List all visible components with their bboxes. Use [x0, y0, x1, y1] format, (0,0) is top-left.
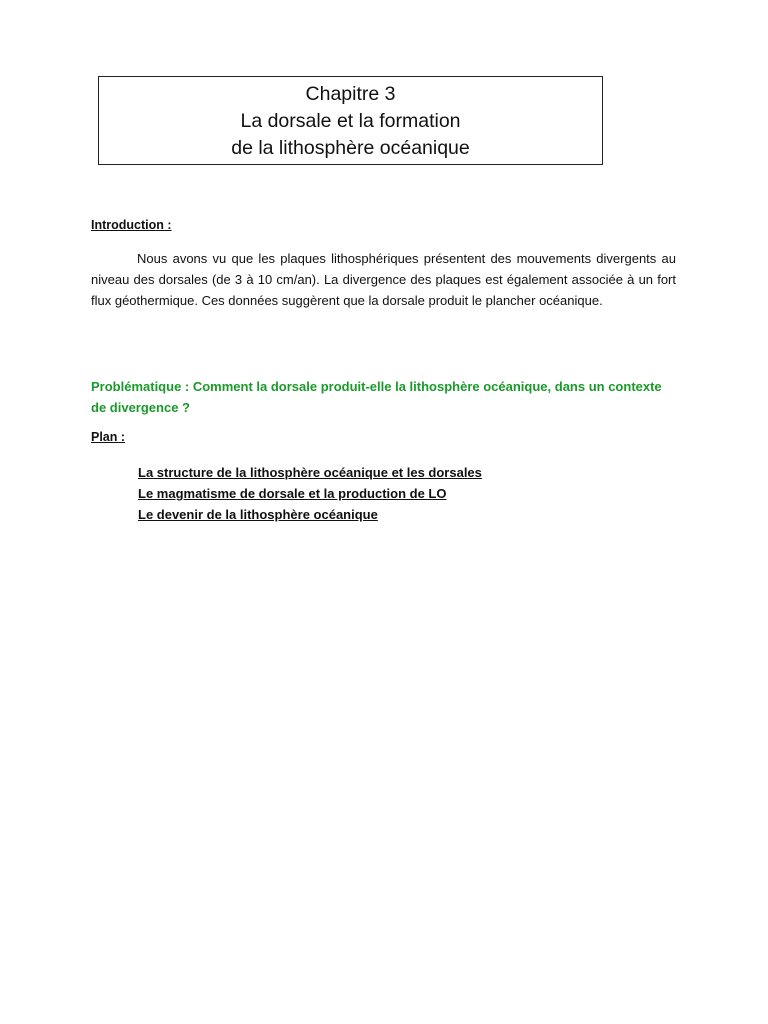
- chapter-title-line-1: La dorsale et la formation: [240, 110, 461, 132]
- chapter-number: Chapitre 3: [305, 83, 396, 105]
- plan-list: [138, 462, 482, 525]
- chapter-title-line-2: de la lithosphère océanique: [231, 137, 470, 159]
- problematique-paragraph: Problématique : Comment la dorsale produit-elle la lithosphère océanique, dans un contexte de divergence ?: [91, 379, 662, 415]
- plan-item: La structure de la lithosphère océanique et les dorsales: [138, 465, 482, 480]
- introduction-paragraph: Nous avons vu que les plaques lithosphériques présentent des mouvements divergents au niveau des dorsales (de 3 à 10 cm/an). La divergence des plaques est également associée à un fort flux géothermique. Ces données suggèrent que la dorsale produit le plancher océanique.: [91, 251, 676, 308]
- plan-item: Le devenir de la lithosphère océanique: [138, 507, 378, 522]
- chapter-title-box: [98, 76, 603, 165]
- plan-heading: Plan :: [91, 430, 126, 444]
- plan-item: Le magmatisme de dorsale et la production de LO: [138, 486, 447, 501]
- introduction-heading: Introduction :: [91, 218, 172, 232]
